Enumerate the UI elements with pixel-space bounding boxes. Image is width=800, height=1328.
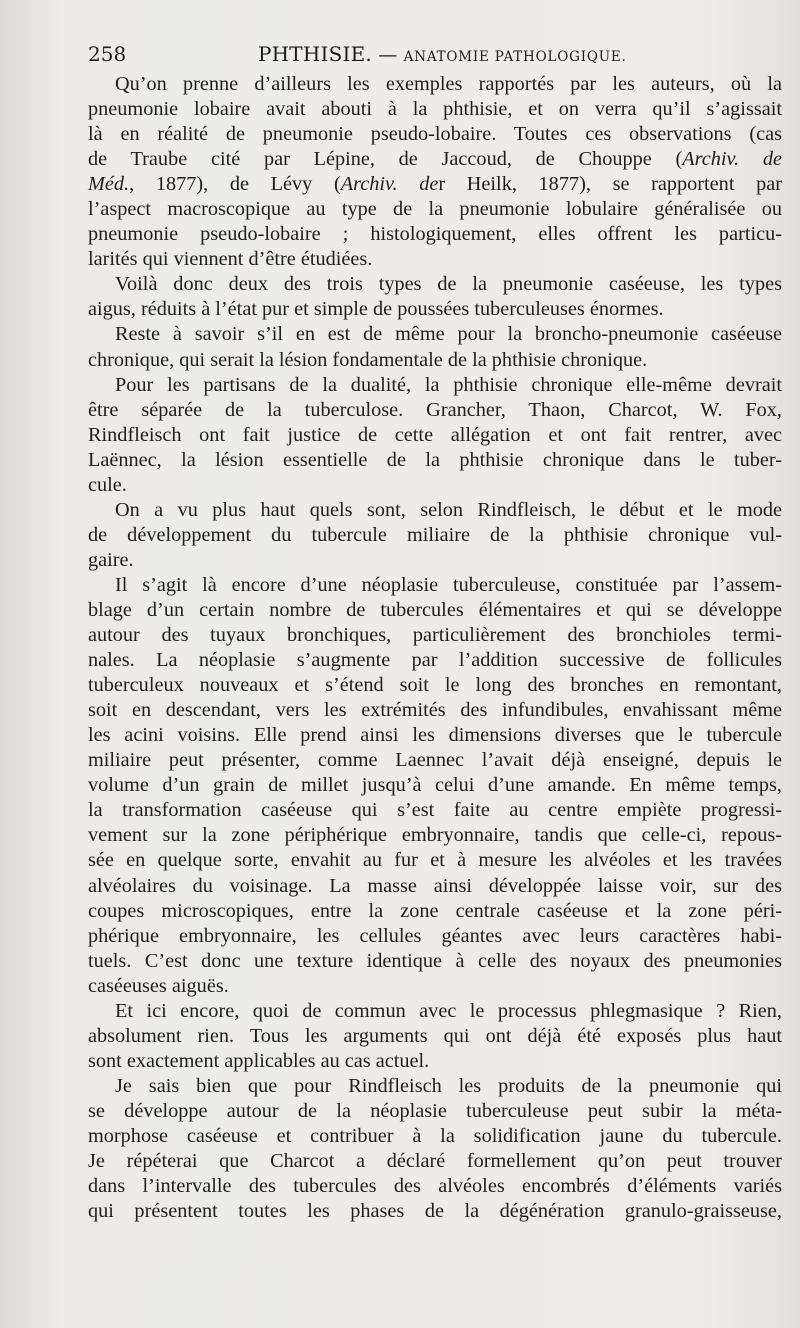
text-line: Laënnec, la lésion essentielle de la phthisie chronique dans le tuber- xyxy=(88,448,782,471)
paragraph xyxy=(88,72,782,272)
text-line: alvéolaires du voisinage. La masse ainsi développée laisse voir, sur des xyxy=(88,874,782,897)
text-line: miliaire peut présenter, comme Laennec l’avait déjà enseigné, depuis le xyxy=(88,749,782,772)
text-line: chronique, qui serait la lésion fondamentale de la phthisie chronique. xyxy=(88,348,648,371)
text-line: dans l’intervalle des tubercules des alvéoles encombrés d’éléments variés xyxy=(88,1175,782,1198)
paragraph xyxy=(88,573,782,999)
text-line: caséeuses aiguës. xyxy=(88,974,229,997)
text-line: volume d’un grain de millet jusqu’à celui d’une amande. En même temps, xyxy=(88,774,782,797)
text-line: coupes microscopiques, entre la zone centrale caséeuse et la zone péri- xyxy=(88,899,782,922)
text-line: de développement du tubercule miliaire de la phthisie chronique vul- xyxy=(88,523,782,546)
page-number: 258 xyxy=(88,42,127,66)
text-line: vement sur la zone périphérique embryonnaire, tandis que celle-ci, repous- xyxy=(88,824,782,847)
text-line: phérique embryonnaire, les cellules géantes avec leurs caractères habi- xyxy=(88,924,782,947)
text-line: autour des tuyaux bronchiques, particulièrement des bronchioles termi- xyxy=(88,624,782,647)
text-line: Qu’on prenne d’ailleurs les exemples rapportés par les auteurs, où la xyxy=(115,73,782,95)
text-line: aigus, réduits à l’état pur et simple de poussées tuberculeuses énormes. xyxy=(88,298,664,321)
paragraph xyxy=(88,999,782,1074)
text-line: Voilà donc deux des trois types de la pneumonie caséeuse, les types xyxy=(115,273,782,296)
text-line: pneumonie pseudo-lobaire ; histologiquement, elles offrent les particu- xyxy=(88,223,782,246)
text-line: là en réalité de pneumonie pseudo-lobaire. Toutes ces observations (cas xyxy=(88,123,782,146)
text-line: Pour les partisans de la dualité, la phthisie chronique elle-même devrait xyxy=(115,373,782,396)
paragraph xyxy=(88,322,782,372)
text-line: de Traube cité par Lépine, de Jaccoud, de Chouppe (Archiv. de xyxy=(88,148,782,171)
running-head xyxy=(88,38,782,72)
text-line: Je sais bien que pour Rindfleisch les produits de la pneumonie qui xyxy=(115,1074,782,1097)
paragraph xyxy=(88,498,782,573)
text-line: se développe autour de la néoplasie tuberculeuse peut subir la méta- xyxy=(88,1099,782,1122)
text-line: Rindfleisch ont fait justice de cette allégation et ont fait rentrer, avec xyxy=(88,423,782,446)
text-line: nales. La néoplasie s’augmente par l’addition successive de follicules xyxy=(88,649,782,672)
text-line: larités qui viennent d’être étudiées. xyxy=(88,248,373,271)
text-line: tuberculeux nouveaux et s’étend soit le long des bronches en remontant, xyxy=(88,674,782,697)
paragraph xyxy=(88,1074,782,1224)
text-line: Il s’agit là encore d’une néoplasie tuberculeuse, constituée par l’assem- xyxy=(115,573,782,596)
text-line: absolument rien. Tous les arguments qui ont déjà été exposés plus haut xyxy=(88,1024,782,1047)
text-line: morphose caséeuse et contribuer à la solidification jaune du tubercule. xyxy=(88,1124,782,1147)
text-line: Méd., 1877), de Lévy (Archiv. der Heilk, 1877), se rapportent par xyxy=(88,173,782,196)
text-line: être séparée de la tuberculose. Grancher, Thaon, Charcot, W. Fox, xyxy=(88,398,782,421)
text-line: cule. xyxy=(88,473,127,496)
text-line: gaire. xyxy=(88,548,134,571)
text-line: blage d’un certain nombre de tubercules élémentaires et qui se développe xyxy=(88,598,782,621)
text-line: les acini voisins. Elle prend ainsi les dimensions diverses que le tubercule xyxy=(88,724,782,747)
section-title: ANATOMIE PATHOLOGIQUE. xyxy=(403,49,627,65)
text-line: qui présentent toutes les phases de la dégénération granulo-graisseuse, xyxy=(88,1200,782,1223)
paragraph xyxy=(88,272,782,322)
text-line: soit en descendant, vers les extrémités des infundibules, envahissant même xyxy=(88,699,782,722)
text-line: sée en quelque sorte, envahit au fur et à mesure les alvéoles et les travées xyxy=(88,849,782,872)
text-line: On a vu plus haut quels sont, selon Rindfleisch, le début et le mode xyxy=(115,498,782,521)
text-line: la transformation caséeuse qui s’est faite au centre empiète progressi- xyxy=(88,799,782,822)
body-text xyxy=(88,72,782,1224)
running-title xyxy=(258,42,627,66)
text-line: Reste à savoir s’il en est de même pour la broncho-pneumonie caséeuse xyxy=(115,323,782,346)
paragraph xyxy=(88,373,782,498)
text-line: pneumonie lobaire avait abouti à la phthisie, et on verra qu’il s’agissait xyxy=(88,98,782,121)
text-line: Et ici encore, quoi de commun avec le processus phlegmasique ? Rien, xyxy=(115,999,782,1022)
text-line: Je répéterai que Charcot a déclaré formellement qu’on peut trouver xyxy=(88,1150,782,1173)
title-separator: — xyxy=(378,44,398,66)
text-line: tuels. C’est donc une texture identique à celle des noyaux des pneumonies xyxy=(88,949,782,972)
text-line: sont exactement applicables au cas actuel. xyxy=(88,1049,430,1072)
chapter-title: PHTHISIE. xyxy=(258,42,372,66)
text-line: l’aspect macroscopique au type de la pneumonie lobulaire généralisée ou xyxy=(88,198,782,221)
